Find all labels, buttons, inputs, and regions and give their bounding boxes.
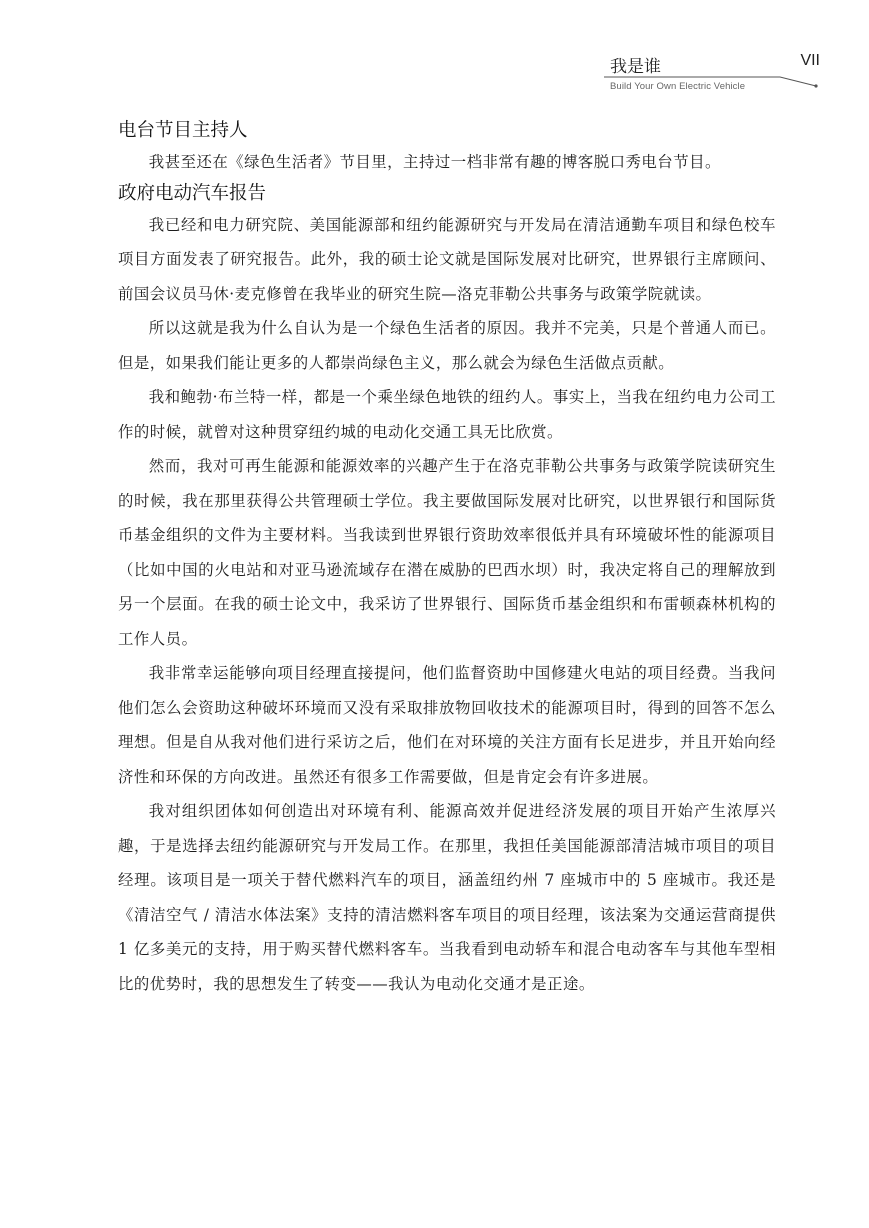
page-number: VII: [800, 52, 820, 69]
paragraph: 我甚至还在《绿色生活者》节目里，主持过一档非常有趣的博客脱口秀电台节目。: [148, 153, 721, 171]
book-subtitle: Build Your Own Electric Vehicle: [610, 81, 746, 92]
section-heading-government-ev-report: 政府电动汽车报告: [118, 182, 267, 204]
paragraph: 我非常幸运能够向项目经理直接提问，他们监督资助中国修建火电站的项目经费。当我问他们怎么会资助这种破坏环境而又没有采取排放物回收技术的能源项目时，得到的回答不怎么理想。但是自从我对他们进行采访之后，他们在对环境的关注方面有长足进步，并且开始向经济性和环保的方向改进。虽然还有很多工作需要做，但是肯定会有许多进展。: [118, 664, 776, 786]
section-heading-radio-host: 电台节目主持人: [118, 120, 248, 141]
paragraph: 我对组织团体如何创造出对环境有利、能源高效并促进经济发展的项目开始产生浓厚兴趣，于是选择去纽约能源研究与开发局工作。在那里，我担任美国能源部清洁城市项目的项目经理。该项目是一项关于替代燃料汽车的项目，涵盖纽约州 7 座城市中的 5 座城市。我还是《清洁空气 / 清洁水体法案》支持的清洁燃料客车项目的项目经理，该法案为交通运营商提供 1 亿多美元的支持，用于购买替代燃料客车。当我看到电动轿车和混合电动客车与其他车型相比的优势时，我的思想发生了转变——我认为电动化交通才是正途。: [118, 802, 776, 993]
running-head: [604, 50, 820, 94]
paragraph: 然而，我对可再生能源和能源效率的兴趣产生于在洛克菲勒公共事务与政策学院读研究生的时候，我在那里获得公共管理硕士学位。我主要做国际发展对比研究，以世界银行和国际货币基金组织的文件为主要材料。当我读到世界银行资助效率很低并具有环境破坏性的能源项目（比如中国的火电站和对亚马逊流域存在潜在威胁的巴西水坝）时，我决定将自己的理解放到另一个层面。在我的硕士论文中，我采访了世界银行、国际货币基金组织和布雷顿森林机构的工作人员。: [118, 457, 776, 648]
chapter-title: 我是谁: [610, 57, 661, 77]
paragraph: 我已经和电力研究院、美国能源部和纽约能源研究与开发局在清洁通勤车项目和绿色校车项目方面发表了研究报告。此外，我的硕士论文就是国际发展对比研究，世界银行主席顾问、前国会议员马休·麦克修曾在我毕业的研究生院—洛克菲勒公共事务与政策学院就读。: [118, 215, 776, 303]
paragraph: 我和鲍勃·布兰特一样，都是一个乘坐绿色地铁的纽约人。事实上，当我在纽约电力公司工作的时候，就曾对这种贯穿纽约城的电动化交通工具无比欣赏。: [118, 388, 776, 441]
paragraph: 所以这就是我为什么自认为是一个绿色生活者的原因。我并不完美，只是个普通人而已。但是，如果我们能让更多的人都崇尚绿色主义，那么就会为绿色生活做点贡献。: [118, 319, 776, 372]
page-body: [118, 117, 776, 1001]
